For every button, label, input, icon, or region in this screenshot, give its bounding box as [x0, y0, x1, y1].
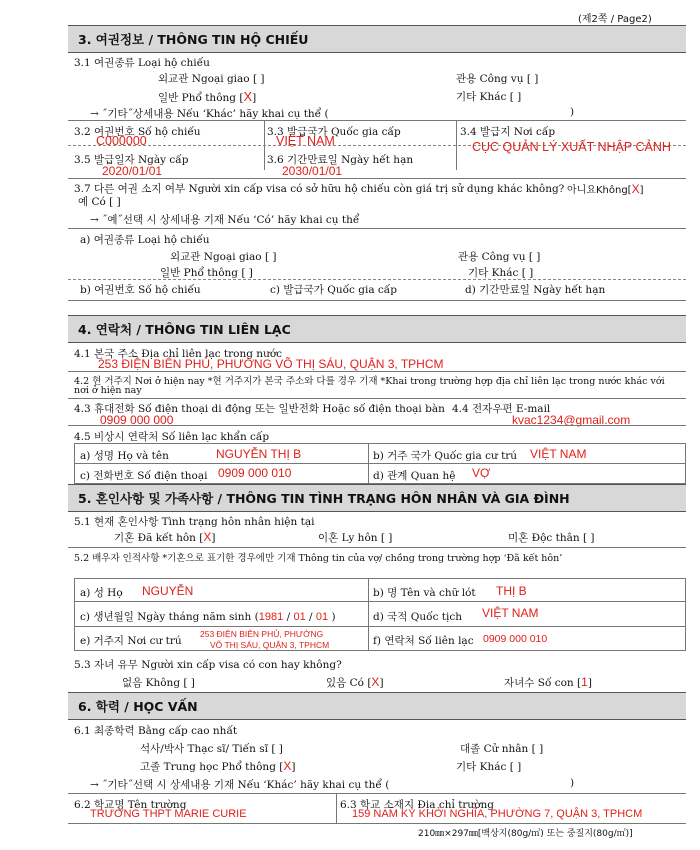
spouse-nationality-label: d) 국적 Quốc tịch [373, 611, 463, 623]
other-passport-type-label: a) 여권종류 Loại hộ chiếu [80, 234, 210, 246]
q35-label: 3.5 발급일자 Ngày cấp [74, 154, 189, 166]
mobile-phone-value[interactable]: 0909 000 000 [100, 413, 174, 427]
spouse-given-name-label: b) 명 Tên và chữ lót [373, 587, 476, 599]
other-passport-official-option[interactable]: 관용 Công vụ [ ] [458, 251, 541, 263]
spouse-residence-label: e) 거주지 Nơi cư trú [80, 635, 182, 647]
other-passport-regular-option[interactable]: 일반 Phổ thông [ ] [160, 267, 253, 279]
other-passport-yes-option[interactable]: 예 Có [ ] [78, 196, 121, 208]
passport-regular-check: X [243, 89, 253, 104]
page-label: (제2쪽 / Page2) [578, 14, 652, 25]
spouse-contact-label: f) 연락처 Số liên lạc [373, 635, 474, 647]
school-address-value[interactable]: 159 NAM KỲ KHỞI NGHĨA, PHƯỜNG 7, QUẬN 3, TPHCM [352, 808, 643, 820]
passport-other-note: → ˝기타˝상세내용 Nếu ‘Khác’ hãy khai cụ thể ( [90, 108, 329, 120]
q36-label: 3.6 기간만료일 Ngày hết hạn [267, 154, 414, 166]
issuing-country-value[interactable]: VIỆT NAM [276, 134, 335, 148]
children-no-option[interactable]: 없음 Không [ ] [122, 677, 195, 689]
single-option[interactable]: 미혼 Độc thân [ ] [508, 532, 595, 544]
emergency-name-value[interactable]: NGUYỄN THỊ B [216, 447, 302, 461]
q33-label: 3.3 발급국가 Quốc gia cấp [267, 126, 401, 138]
education-other-note-close: ) [570, 777, 575, 789]
issuing-place-value[interactable]: CỤC QUẢN LÝ XUẤT NHẬP CẢNH [472, 140, 671, 154]
other-passport-number-label: b) 여권번호 Số hộ chiếu [80, 284, 201, 296]
other-passport-diplomatic-option[interactable]: 외교관 Ngoại giao [ ] [170, 251, 277, 263]
section-3-header: 3. 여권정보 / THÔNG TIN HỘ CHIẾU [68, 25, 686, 53]
q43-label: 4.3 휴대전화 Số điện thoại di động 또는 일반전화 Hoặc số điện thoại bàn [74, 403, 445, 415]
other-passport-other-option[interactable]: 기타 Khác [ ] [468, 267, 534, 279]
passport-official-option[interactable]: 관용 Công vụ [ ] [456, 73, 539, 85]
other-passport-note: → ˝예˝선택 시 상세내용 기재 Nếu ‘Có’ hãy khai cụ thể [90, 214, 360, 226]
q32-label: 3.2 여권번호 Số hộ chiếu [74, 126, 201, 138]
q53-label: 5.3 자녀 유무 Người xin cấp visa có con hay không? [74, 659, 342, 671]
education-other-option[interactable]: 기타 Khác [ ] [456, 761, 522, 773]
spouse-given-name-value[interactable]: THỊ B [496, 584, 527, 598]
passport-other-note-close: ) [570, 106, 575, 118]
spouse-residence-value-line2[interactable]: VÕ THỊ SÁU, QUẬN 3, TPHCM [210, 640, 330, 650]
children-count-field[interactable]: 자녀수 Số con [1] [504, 675, 592, 689]
married-option[interactable]: 기혼 Đã kết hôn [X] [114, 530, 216, 544]
q44-label: 4.4 전자우편 E-mail [452, 403, 551, 415]
other-passport-no-check: X [631, 182, 640, 196]
home-address-value[interactable]: 253 ĐIỆN BIÊN PHỦ, PHƯỜNG VÕ THỊ SÁU, QUẬN 3, TPHCM [98, 357, 444, 371]
spouse-contact-value[interactable]: 0909 000 010 [483, 633, 548, 645]
emergency-country-label: b) 거주 국가 Quốc gia cư trú [373, 450, 518, 462]
passport-regular-option[interactable]: 일반 Phổ thông [X] [158, 89, 257, 104]
q62-label: 6.2 학교명 Tên trường [74, 799, 187, 811]
other-passport-no-option[interactable]: 아니요Không[X] [567, 182, 644, 196]
section-4-header: 4. 연락처 / THÔNG TIN LIÊN LẠC [68, 315, 686, 343]
emergency-name-label: a) 성명 Họ và tên [80, 450, 169, 462]
section-5-header: 5. 혼인사항 및 가족사항 / THÔNG TIN TÌNH TRẠNG HÔN NHÂN VÀ GIA ĐÌNH [68, 484, 686, 512]
paper-spec-footer: 210㎜×297㎜[백상지(80g/㎡) 또는 중질지(80g/㎡)] [418, 829, 633, 839]
other-passport-expiry-label: d) 기간만료일 Ngày hết hạn [465, 284, 606, 296]
section-6-header: 6. 학력 / HỌC VẤN [68, 692, 686, 720]
issue-date-value[interactable]: 2020/01/01 [102, 164, 163, 178]
school-name-value[interactable]: TRƯỜNG THPT MARIE CURIE [90, 808, 247, 820]
emergency-relation-label: d) 관계 Quan hệ [373, 470, 456, 482]
children-yes-check: X [371, 675, 380, 689]
children-yes-option[interactable]: 있음 Có [X] [326, 675, 384, 689]
other-passport-country-label: c) 발급국가 Quốc gia cấp [270, 284, 397, 296]
q51-label: 5.1 현재 혼인사항 Tình trạng hôn nhân hiện tại [74, 516, 315, 528]
expiry-date-value[interactable]: 2030/01/01 [282, 164, 343, 178]
spouse-surname-label: a) 성 Họ [80, 587, 123, 599]
divorced-option[interactable]: 이혼 Ly hôn [ ] [318, 532, 393, 544]
education-highschool-option[interactable]: 고졸 Trung học Phổ thông [X] [140, 759, 296, 773]
q63-label: 6.3 학교 소재지 Địa chỉ trường [340, 799, 495, 811]
spouse-dob-field[interactable]: c) 생년월일 Ngày tháng năm sinh (1981 / 01 / 01 ) [80, 611, 336, 623]
emergency-relation-value[interactable]: VỢ [472, 466, 491, 480]
spouse-nationality-value[interactable]: VIỆT NAM [482, 606, 539, 620]
q41-label: 4.1 본국 주소 Địa chỉ liên lạc trong nước [74, 348, 283, 360]
spouse-residence-value-line1[interactable]: 253 ĐIỆN BIÊN PHỦ, PHƯỜNG [200, 629, 324, 639]
education-bachelor-option[interactable]: 대졸 Cử nhân [ ] [460, 743, 544, 755]
q52-label: 5.2 배우자 인적사항 *기혼으로 표기한 경우에만 기재 Thông tin của vợ/ chồng trong trường hợp ‘Đã kết hôn’ [74, 553, 563, 564]
passport-number-value[interactable]: C000000 [96, 134, 147, 148]
emergency-country-value[interactable]: VIỆT NAM [530, 447, 587, 461]
q31-label: 3.1 여권종류 Loại hộ chiếu [74, 57, 210, 69]
emergency-phone-value[interactable]: 0909 000 010 [218, 466, 292, 480]
q42-label: 4.2 현 거주지 Nơi ở hiện nay *현 거주지가 본국 주소와 다를 경우 기재 *Khai trong trường hợp địa chỉ liên lạc trong nước khác với [74, 376, 665, 387]
education-highschool-check: X [283, 759, 292, 773]
q34-label: 3.4 발급지 Nơi cấp [460, 126, 556, 138]
q37-label: 3.7 다른 여권 소지 여부 Người xin cấp visa có sở hữu hộ chiếu còn giá trị sử dụng khác không? [74, 183, 565, 195]
q61-label: 6.1 최종학력 Bằng cấp cao nhất [74, 725, 238, 737]
education-other-note: → ˝기타˝선택 시 상세내용 기재 Nếu ‘Khác’ hãy khai cụ thể ( [90, 779, 390, 791]
passport-diplomatic-option[interactable]: 외교관 Ngoại giao [ ] [158, 73, 265, 85]
passport-other-option[interactable]: 기타 Khác [ ] [456, 91, 522, 103]
married-check: X [203, 530, 212, 544]
emergency-phone-label: c) 전화번호 Số điện thoại [80, 470, 208, 482]
education-master-option[interactable]: 석사/박사 Thạc sĩ/ Tiến sĩ [ ] [140, 743, 283, 755]
email-value[interactable]: kvac1234@gmail.com [512, 413, 631, 427]
q42-label-cont: nơi ở hiện nay [74, 385, 142, 396]
spouse-surname-value[interactable]: NGUYỄN [142, 584, 194, 598]
q45-label: 4.5 비상시 연락처 Số liên lạc khẩn cấp [74, 431, 270, 443]
